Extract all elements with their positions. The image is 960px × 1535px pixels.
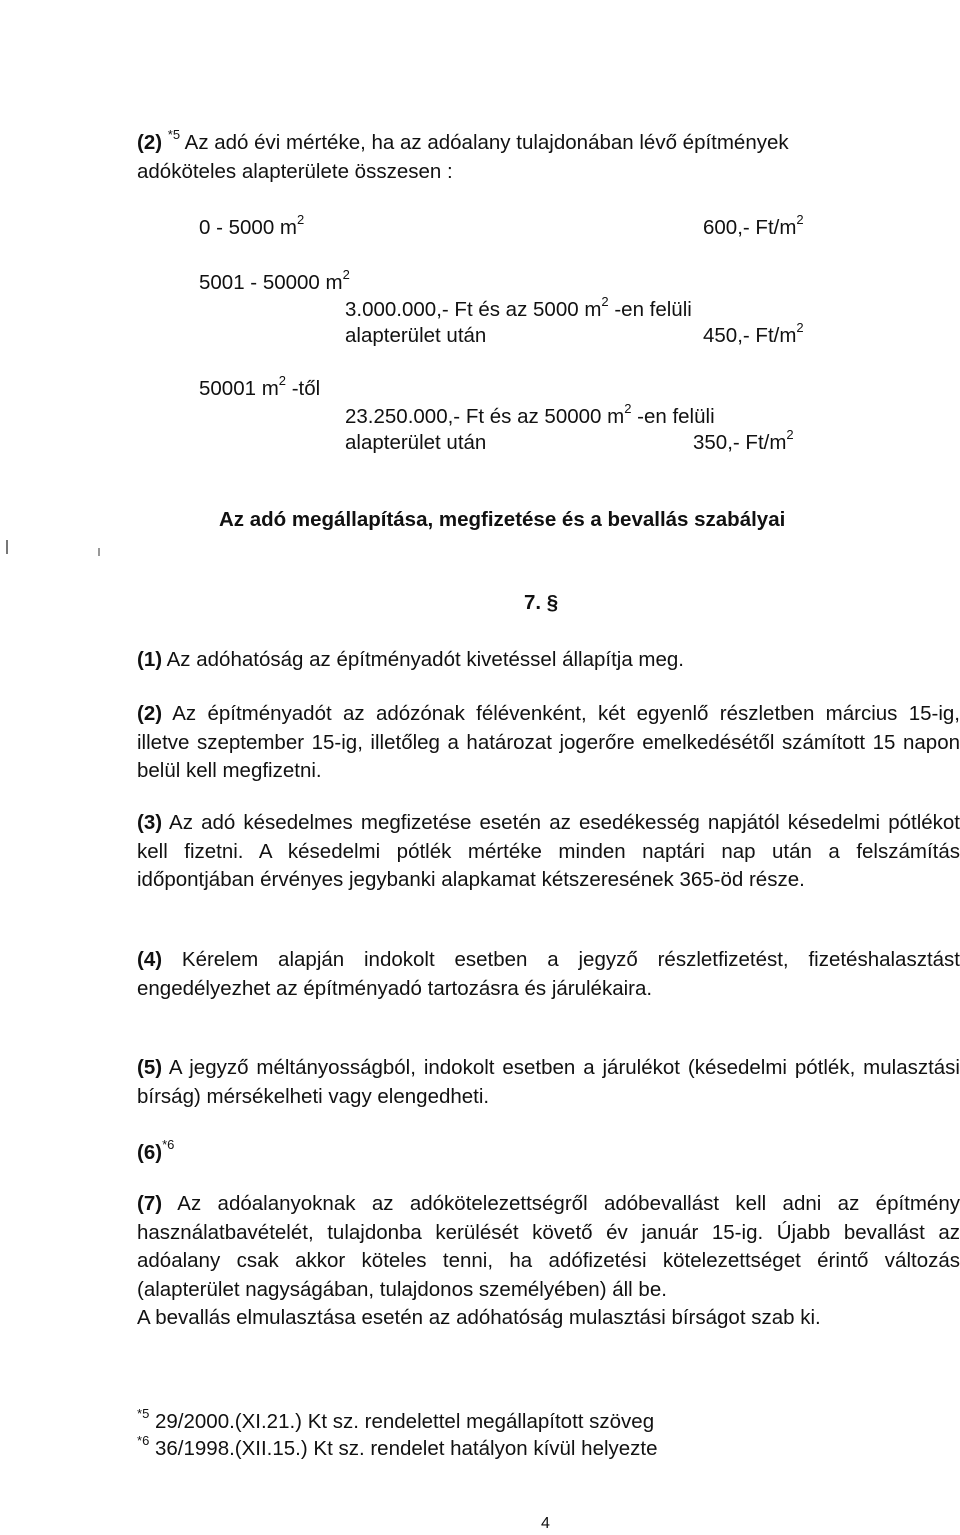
paragraph-3: [137, 809, 960, 895]
paragraph-7-last-line: A bevallás elmulasztása esetén az adóhatóság mulasztási bírságot szab ki.: [137, 1306, 821, 1329]
footnote-number: 5: [142, 1406, 150, 1422]
footnote-ref-marker: *: [162, 1137, 168, 1153]
rate-2-range: [199, 268, 350, 297]
paragraph-2-text: Az építményadót az adózónak félévenként, két egyenlő részletben március 15-ig, illetve szeptember 15-ig, illetőleg a határozat jogerőre emelkedésétől számított 15 napon belül kell megfizetni.: [137, 702, 960, 782]
paragraph-4-label: (4): [137, 948, 163, 971]
rate-2-value: [703, 321, 804, 350]
scan-mark: [6, 540, 8, 554]
exponent: 2: [278, 373, 287, 389]
rate-1-value: [703, 213, 804, 242]
scan-mark: [98, 548, 100, 556]
rate-2-value-text: 450,- Ft/m: [703, 324, 797, 347]
footnote-marker: *: [137, 1406, 143, 1422]
rate-3-condition-text: 23.250.000,- Ft és az 50000 m: [345, 405, 625, 428]
rate-1-value-text: 600,- Ft/m: [703, 216, 797, 239]
paragraph-7: [137, 1190, 960, 1333]
rate-3-value-text: 350,- Ft/m: [693, 431, 787, 454]
section-2-text-1: Az adó évi mértéke, ha az adóalany tulajdonában lévő építmények: [184, 131, 789, 154]
rate-2-range-text: 5001 - 50000 m: [199, 271, 343, 294]
paragraph-2: [137, 700, 960, 786]
footnote-number: 6: [142, 1433, 150, 1449]
paragraph-3-label: (3): [137, 811, 163, 834]
exponent: 2: [624, 401, 632, 417]
exponent: 2: [297, 212, 305, 228]
rate-1-range: [199, 213, 304, 242]
section-number: 7. §: [524, 591, 559, 614]
paragraph-3-text: Az adó késedelmes megfizetése esetén az esedékesség napjától késedelmi pótlékot kell fizetni. A késedelmi pótlék mértéke minden naptári nap után a felszámítás időpontjában érvényes jegybanki alapkamat kétszeresének 365-öd része.: [137, 811, 960, 891]
footnote-marker: *: [137, 1433, 143, 1449]
paragraph-7-text: Az adóalanyoknak az adókötelezettségről adóbevallást kell adni az építmény használatbavételét, tulajdonba kerülését követő év január 15-ig. Újabb bevallást az adóalany csak akkor köteles tenni, ha adófizetési kötelezettséget érintő változás (alapterület nagyságában, tulajdonos személyében) áll be.: [137, 1192, 960, 1301]
footnote-ref-number: 6: [167, 1137, 175, 1153]
footnote-1: [137, 1408, 654, 1436]
exponent: 2: [342, 267, 350, 283]
rate-2-condition-text: 3.000.000,- Ft és az 5000 m: [345, 298, 602, 321]
footnote-ref-marker: *: [167, 127, 173, 143]
paragraph-5-text: A jegyző méltányosságból, indokolt esetben a járulékot (késedelmi pótlék, mulasztási bírság) mérsékelheti vagy elengedheti.: [137, 1056, 960, 1108]
exponent: 2: [796, 212, 804, 228]
exponent: 2: [601, 294, 609, 310]
rate-3-basis: alapterület után: [345, 431, 487, 454]
rate-3-range-suffix: -től: [286, 377, 321, 400]
rate-2-basis: alapterület után: [345, 324, 487, 347]
exponent: 2: [786, 427, 794, 443]
rate-1-range-text: 0 - 5000 m: [199, 216, 297, 239]
rate-3-range: [199, 374, 320, 403]
section-2-text-2: adóköteles alapterülete összesen :: [137, 160, 453, 183]
footnote-1-text: 29/2000.(XI.21.) Kt sz. rendelettel megállapított szöveg: [149, 1410, 655, 1433]
footnote-2-text: 36/1998.(XII.15.) Kt sz. rendelet hatályon kívül helyezte: [149, 1437, 658, 1460]
rate-2-condition-suffix: -en felüli: [608, 298, 692, 321]
paragraph-4: [137, 946, 960, 1003]
page-number: 4: [541, 1515, 550, 1532]
paragraph-7-label: (7): [137, 1192, 163, 1215]
section-heading: Az adó megállapítása, megfizetése és a bevallás szabályai: [219, 508, 786, 531]
paragraph-5: [137, 1054, 960, 1111]
paragraph-4-text: Kérelem alapján indokolt esetben a jegyző részletfizetést, fizetéshalasztást engedélyezhet az építményadó tartozásra és járulékaira.: [137, 948, 960, 1000]
rate-3-condition-suffix: -en felüli: [631, 405, 715, 428]
paragraph-2-label: (2): [137, 702, 163, 725]
exponent: 2: [796, 320, 804, 336]
rate-3-range-text: 50001 m: [199, 377, 279, 400]
paragraph-1-label: (1): [137, 648, 163, 671]
rate-2-condition: [345, 295, 692, 324]
paragraph-6-label: (6): [137, 1141, 163, 1164]
footnote-2: [137, 1435, 658, 1463]
paragraph-5-label: (5): [137, 1056, 163, 1079]
footnote-ref-number: 5: [172, 127, 181, 143]
rate-3-value: [693, 428, 794, 457]
paragraph-1: [137, 645, 684, 674]
paragraph-1-text: Az adóhatóság az építményadót kivetéssel állapítja meg.: [162, 648, 684, 671]
rate-3-condition: [345, 402, 715, 431]
section-2-label: (2): [137, 131, 163, 154]
paragraph-6: [137, 1138, 174, 1167]
section-2-line-1: [137, 128, 789, 157]
